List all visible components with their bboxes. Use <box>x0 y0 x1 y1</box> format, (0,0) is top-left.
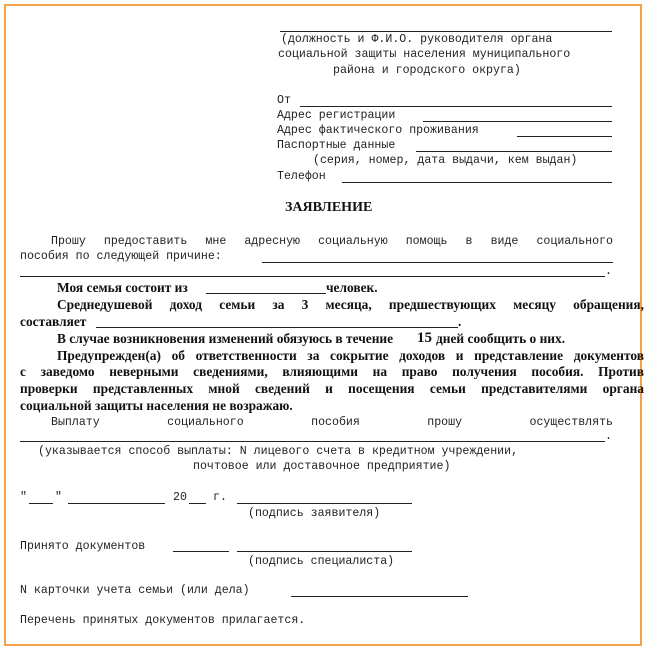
income-line-2: составляет <box>20 314 87 329</box>
document-title: ЗАЯВЛЕНИЕ <box>285 200 373 215</box>
warned-line-1: Предупрежден(а) об ответственности за сокрытие доходов и представление документов <box>57 348 644 363</box>
request-line-1: Прошу предоставить мне адресную социальную помощь в виде социального <box>51 235 613 248</box>
warned-line-2: с заведомо неверными сведениями, влияющими на право получения пособия. Против <box>20 364 644 379</box>
year-prefix: 20 <box>173 491 187 504</box>
income-period: . <box>458 314 462 329</box>
accepted-count-field[interactable] <box>173 551 229 552</box>
reg-address-label: Адрес регистрации <box>277 109 396 122</box>
card-number-field[interactable] <box>291 596 468 597</box>
payment-period: . <box>605 430 612 443</box>
income-line-1: Среднедушевой доход семьи за 3 месяца, предшествующих месяцу обращения, <box>57 297 644 312</box>
changes-prefix: В случае возникновения изменений обязуюсь в течение <box>57 331 394 346</box>
reason-period: . <box>605 265 612 278</box>
actual-address-label: Адрес фактического проживания <box>277 124 479 137</box>
family-prefix: Моя семья состоит из <box>57 280 188 295</box>
family-size-field[interactable] <box>206 293 326 294</box>
changes-days: 15 <box>417 330 432 346</box>
date-quote-open: " <box>20 491 27 504</box>
payment-field[interactable] <box>20 441 605 442</box>
phone-field[interactable] <box>342 182 612 183</box>
reg-address-field[interactable] <box>423 121 612 122</box>
phone-label: Телефон <box>277 170 326 183</box>
changes-suffix: дней сообщить о них. <box>436 331 566 346</box>
warned-line-4: социальной защиты населения не возражаю. <box>20 398 293 413</box>
actual-address-field[interactable] <box>517 136 612 137</box>
date-month-field[interactable] <box>68 503 165 504</box>
passport-hint: (серия, номер, дата выдачи, кем выдан) <box>313 154 578 167</box>
payment-hint-1: (указывается способ выплаты: N лицевого счета в кредитном учреждении, <box>38 445 519 458</box>
attached-note: Перечень принятых документов прилагается. <box>20 614 306 627</box>
passport-field[interactable] <box>416 151 612 152</box>
specialist-signature-field[interactable] <box>237 551 412 552</box>
year-suffix: г. <box>213 491 227 504</box>
family-suffix: человек. <box>326 280 378 295</box>
applicant-signature-field[interactable] <box>237 503 412 504</box>
card-label: N карточки учета семьи (или дела) <box>20 584 250 597</box>
date-quote-close: " <box>55 491 62 504</box>
recipient-hint-3: района и городского округа) <box>333 64 521 77</box>
reason-field-1[interactable] <box>262 262 613 263</box>
recipient-hint-2: социальной защиты населения муниципального <box>278 48 571 61</box>
accepted-label: Принято документов <box>20 540 146 553</box>
payment-hint-2: почтовое или доставочное предприятие) <box>193 460 451 473</box>
passport-label: Паспортные данные <box>277 139 396 152</box>
from-field[interactable] <box>300 106 612 107</box>
payment-line: Выплату социального пособия прошу осуществлять <box>51 416 613 429</box>
date-year-field[interactable] <box>189 503 206 504</box>
income-field[interactable] <box>96 327 458 328</box>
recipient-hint-1: (должность и Ф.И.О. руководителя органа <box>281 33 553 46</box>
request-line-2: пособия по следующей причине: <box>20 250 222 263</box>
warned-line-3: проверки представленных мной сведений и посещения семьи представителями органа <box>20 381 644 396</box>
reason-field-2[interactable] <box>20 276 605 277</box>
date-day-field[interactable] <box>29 503 53 504</box>
applicant-signature-hint: (подпись заявителя) <box>248 507 381 520</box>
specialist-signature-hint: (подпись специалиста) <box>248 555 395 568</box>
from-label: От <box>277 94 291 107</box>
